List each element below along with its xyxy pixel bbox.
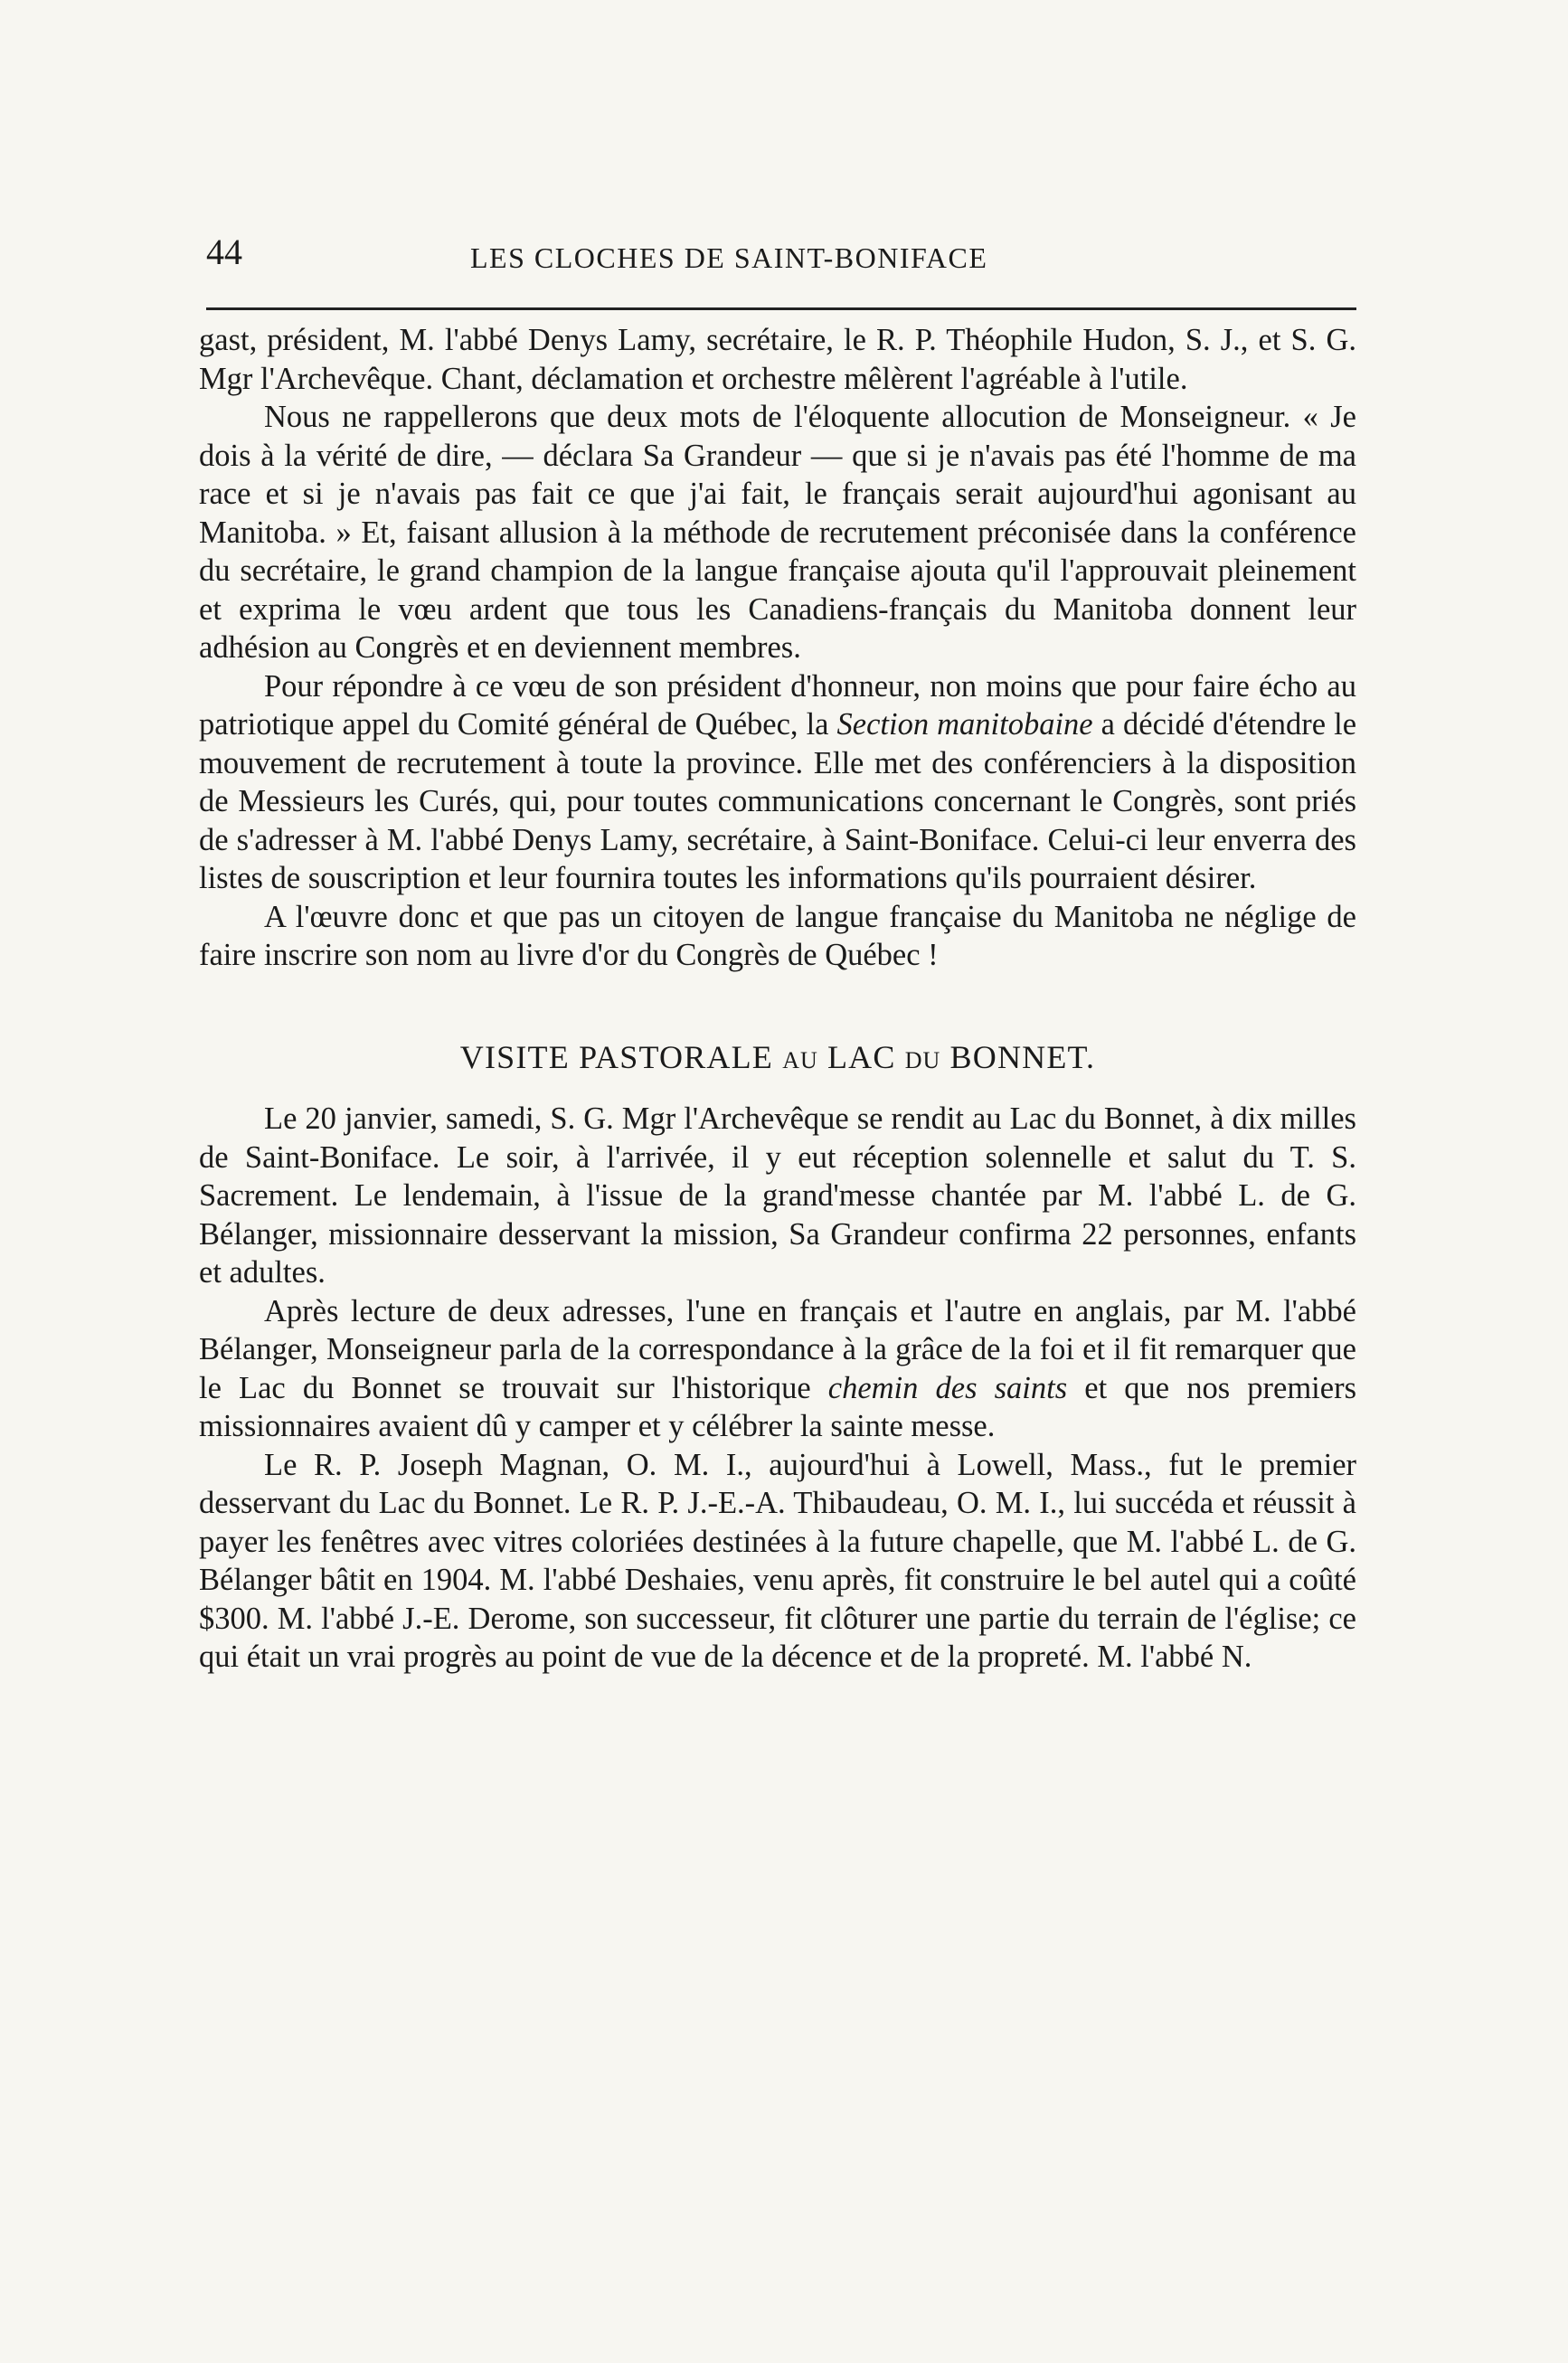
paragraph-3-end: Elle met des conférenciers à la disposition de Messieurs les Curés, qui, pour toutes communications concernant le Congrès, sont priés de s'adresser à M. l'abbé Denys Lamy, secrétaire, à Saint-Boniface. Celui-ci leur enverra des listes de souscription et leur fournira toutes les informations qu'ils pourraient désirer. bbox=[199, 745, 1356, 895]
chemin-des-saints-italic: chemin des saints bbox=[827, 1370, 1068, 1405]
section-heading bbox=[199, 1038, 1356, 1081]
book-page bbox=[199, 231, 1357, 1674]
body-text bbox=[199, 321, 1356, 1677]
section-paragraph-2 bbox=[199, 1292, 1356, 1446]
section-paragraph-1: Le 20 janvier, samedi, S. G. Mgr l'Archevêque se rendit au Lac du Bonnet, à dix milles de Saint-Boniface. Le soir, à l'arrivée, il y eut réception solennelle et salut du T. S. Sacrement. Le lendemain, à l'issue de la grand'messe chantée par M. l'abbé L. de G. Bélanger, missionnaire desservant la mission, Sa Grandeur confirma 22 personnes, enfants et adultes. bbox=[199, 1101, 1356, 1290]
paragraph-2: Nous ne rappellerons que deux mots de l'éloquente allocution de Monseigneur. « Je dois à la vérité de dire, — déclara Sa Grandeur — que si je n'avais pas été l'homme de ma race et si je n'avais pas fait ce que j'ai fait, le français serait aujourd'hui agonisant au Manitoba. » Et, faisant allusion à la méthode de recrutement préconisée dans la conférence du secrétaire, le grand champion de la langue française ajouta qu'il l'approuvait pleinement et exprima le vœu ardent que tous les Canadiens-français du Manitoba donnent leur adhésion au Congrès et en deviennent membres. bbox=[199, 400, 1356, 665]
heading-part-3: BONNET. bbox=[940, 1038, 1096, 1075]
running-head bbox=[199, 231, 1356, 285]
paragraph-1: gast, président, M. l'abbé Denys Lamy, secrétaire, le R. P. Théophile Hudon, S. J., et S. G. Mgr l'Archevêque. Chant, déclamation et orchestre mêlèrent l'agréable à l'utile. bbox=[199, 323, 1356, 396]
paragraph-3-start: Pour répondre à ce vœu de son président d'honneur, non moins que pour faire écho au patriotique appel du Comité général de Québec, la bbox=[199, 668, 1356, 742]
paragraph-4: A l'œuvre donc et que pas un citoyen de langue française du Manitoba ne néglige de faire inscrire son nom au livre d'or du Congrès de Québec ! bbox=[199, 899, 1356, 972]
paragraph-3 bbox=[199, 667, 1356, 898]
section-paragraph-2-start: Après lecture de deux adresses, l'une en français et l'autre en anglais, par M. l'abbé Bélanger, Monseigneur parla de la correspondance à la grâce de la foi et il fit remarquer que le Lac du Bonnet se trouvait sur l'historique bbox=[199, 1293, 1356, 1405]
running-title: LES CLOCHES DE SAINT-BONIFACE bbox=[470, 241, 988, 274]
heading-small-1: AU bbox=[782, 1046, 818, 1073]
section-paragraph-2-end: et que nos premiers missionnaires avaient dû y camper et y célébrer la sainte messe. bbox=[199, 1370, 1356, 1443]
heading-part-1: VISITE PASTORALE bbox=[459, 1038, 783, 1075]
header-rule bbox=[206, 307, 1356, 310]
paragraph-3-middle: a décidé d'étendre le mouvement de recrutement à toute la province. bbox=[199, 707, 1357, 780]
section-name-italic: Section manitobaine bbox=[836, 707, 1093, 742]
page-number: 44 bbox=[206, 232, 242, 272]
section-paragraph-3: Le R. P. Joseph Magnan, O. M. I., aujourd'hui à Lowell, Mass., fut le premier desservant du Lac du Bonnet. Le R. P. J.-E.-A. Thibaudeau, O. M. I., lui succéda et réussit à payer les fenêtres avec vitres coloriées destinées à la future chapelle, que M. l'abbé L. de G. Bélanger bâtit en 1904. M. l'abbé Deshaies, venu après, fit construire le bel autel qui a coûté $300. M. l'abbé J.-E. Derome, son successeur, fit clôturer une partie du terrain de l'église; ce qui était un vrai progrès au point de vue de la décence et de la propreté. M. l'abbé N. bbox=[199, 1447, 1356, 1674]
heading-part-2: LAC bbox=[817, 1038, 905, 1075]
heading-small-2: DU bbox=[904, 1046, 941, 1073]
